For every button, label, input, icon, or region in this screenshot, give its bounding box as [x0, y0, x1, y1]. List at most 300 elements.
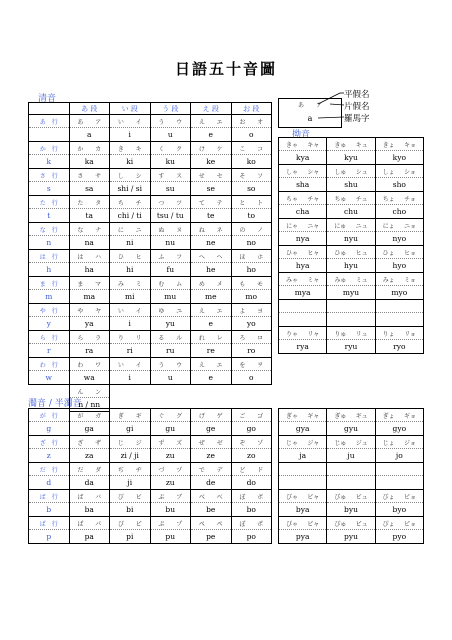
romaji-row — [29, 263, 272, 277]
kana-cell — [69, 196, 110, 209]
yoon-romaji-row — [279, 530, 424, 544]
yoon-romaji-cell: mya — [279, 286, 327, 300]
yoon-kana-cell — [375, 192, 423, 205]
kana-cell — [69, 490, 110, 503]
yoon-kana-cell — [279, 327, 327, 340]
kana-cell — [231, 331, 272, 344]
yoon-romaji-row — [279, 286, 424, 300]
kana-cell-katakana: エ — [216, 307, 223, 315]
romaji-cell: bo — [231, 503, 272, 517]
yoon-kana-cell-hiragana: みゅ — [334, 276, 347, 284]
kana-cell-hiragana: け — [198, 145, 205, 153]
kana-cell — [110, 436, 151, 449]
romaji-cell: gu — [150, 422, 191, 436]
yoon-kana-cell-hiragana: きゃ — [286, 141, 299, 149]
yoon-kana-cell — [279, 246, 327, 259]
kana-cell — [150, 169, 191, 182]
romaji-cell: tsu / tu — [150, 209, 191, 223]
kana-cell — [69, 436, 110, 449]
yoon-kana-cell — [375, 327, 423, 340]
romaji-cell: ga — [69, 422, 110, 436]
romaji-row — [29, 422, 272, 436]
yoon-kana-cell-hiragana: びゃ — [286, 493, 299, 501]
row-head-romaji: s — [29, 182, 70, 196]
romaji-cell: e — [191, 317, 232, 331]
kana-cell-katakana: ヌ — [176, 226, 183, 234]
empty-cell — [279, 300, 327, 313]
yoon-kana-cell-katakana: ヒョ — [403, 249, 416, 257]
yoon-kana-cell — [327, 273, 375, 286]
kana-cell-hiragana: あ — [77, 118, 84, 126]
column-header: い 段 — [110, 103, 151, 115]
kana-cell — [110, 223, 151, 236]
kana-cell — [231, 142, 272, 155]
yoon-romaji-cell: pya — [279, 530, 327, 544]
kana-cell — [191, 223, 232, 236]
kana-cell-hiragana: だ — [77, 466, 84, 474]
kana-cell-katakana: プ — [176, 520, 183, 528]
romaji-cell: ko — [231, 155, 272, 169]
kana-cell — [231, 169, 272, 182]
kana-cell-katakana: タ — [95, 199, 102, 207]
romaji-cell: zo — [231, 449, 272, 463]
kana-cell-katakana: ダ — [95, 466, 102, 474]
kana-cell — [69, 517, 110, 530]
kana-cell-katakana: ウ — [176, 361, 183, 369]
romaji-cell: mi — [110, 290, 151, 304]
kana-cell-katakana: ゴ — [257, 412, 264, 420]
yoon-kana-cell-hiragana: ぴゅ — [334, 520, 347, 528]
kana-cell-katakana: ド — [257, 466, 264, 474]
romaji-cell: mo — [231, 290, 272, 304]
kana-row — [29, 358, 272, 371]
yoon-kana-cell-katakana: キョ — [403, 141, 416, 149]
yoon-kana-cell — [375, 246, 423, 259]
kana-cell-katakana: エ — [216, 361, 223, 369]
yoon-kana-cell-katakana: ヒュ — [355, 249, 368, 257]
yoon-romaji-row — [279, 313, 424, 327]
yoon-romaji-cell: nyo — [375, 232, 423, 246]
kana-row — [29, 304, 272, 317]
kana-row — [29, 436, 272, 449]
row-head-kana: わ 行 — [29, 358, 70, 371]
kana-cell-hiragana: に — [117, 226, 124, 234]
yoon-kana-cell — [375, 409, 423, 422]
kana-cell-hiragana: ば — [77, 493, 84, 501]
romaji-cell: do — [231, 476, 272, 490]
yoon-kana-cell-katakana: リョ — [404, 330, 416, 338]
kana-cell-katakana: ロ — [257, 334, 264, 342]
romaji-cell: be — [191, 503, 232, 517]
yoon-kana-cell — [327, 138, 375, 151]
kana-cell-hiragana: ぐ — [158, 412, 165, 420]
kana-cell — [191, 115, 232, 128]
romaji-cell: re — [191, 344, 232, 358]
kana-cell — [191, 331, 232, 344]
romaji-cell: ro — [231, 344, 272, 358]
kana-cell-hiragana: せ — [198, 172, 205, 180]
yoon-kana-cell-katakana: ビョ — [403, 493, 416, 501]
kana-cell-katakana: モ — [257, 280, 264, 288]
kana-cell-hiragana: ぷ — [158, 520, 165, 528]
yoon-kana-row — [279, 327, 424, 340]
kana-cell — [69, 115, 110, 128]
yoon-kana-cell-hiragana: しゅ — [334, 168, 347, 176]
kana-cell — [191, 358, 232, 371]
kana-cell-katakana: レ — [216, 334, 223, 342]
yoon-kana-cell-hiragana: にゅ — [334, 222, 347, 230]
yoon-romaji-cell: gyu — [327, 422, 375, 436]
romaji-cell: pi — [110, 530, 151, 544]
kana-cell — [150, 463, 191, 476]
kana-cell-hiragana: れ — [198, 334, 205, 342]
kana-cell-katakana: ブ — [176, 493, 183, 501]
yoon-kana-cell-katakana: リュ — [355, 330, 368, 338]
kana-cell-katakana: キ — [135, 145, 142, 153]
yoon-kana-cell-hiragana: びゅ — [334, 493, 347, 501]
kana-cell-hiragana: べ — [198, 493, 205, 501]
yoon-kana-cell-hiragana: しょ — [382, 168, 395, 176]
romaji-cell: pa — [69, 530, 110, 544]
yoon-kana-cell-hiragana: ぴょ — [382, 520, 395, 528]
row-head-kana: た 行 — [29, 196, 70, 209]
empty-cell — [279, 463, 327, 476]
kana-cell — [231, 490, 272, 503]
kana-cell-hiragana: ろ — [239, 334, 246, 342]
yoon-romaji-cell: byu — [327, 503, 375, 517]
yoon-kana-cell-katakana: ニュ — [355, 222, 368, 230]
romaji-cell: fu — [150, 263, 191, 277]
kana-cell — [150, 358, 191, 371]
romaji-row — [29, 155, 272, 169]
legend-label-hiragana: 平假名 — [344, 90, 370, 100]
kana-cell-hiragana: つ — [158, 199, 165, 207]
romaji-cell: de — [191, 476, 232, 490]
kana-cell-hiragana: ぜ — [198, 439, 205, 447]
kana-cell — [150, 142, 191, 155]
romaji-cell: sa — [69, 182, 110, 196]
row-head-kana: か 行 — [29, 142, 70, 155]
romaji-cell: a — [69, 128, 110, 142]
column-header — [29, 103, 70, 115]
kana-cell-hiragana: で — [198, 466, 205, 474]
kana-cell-hiragana: て — [198, 199, 205, 207]
yoon-kana-row — [279, 165, 424, 178]
yoon-romaji-cell: nya — [279, 232, 327, 246]
kana-cell-katakana: ト — [257, 199, 264, 207]
legend-label-katakana: 片假名 — [344, 102, 370, 112]
kana-cell-hiragana: ぴ — [117, 520, 124, 528]
kana-cell-katakana: ハ — [95, 253, 102, 261]
yoon-kana-row — [279, 192, 424, 205]
kana-cell-katakana: メ — [216, 280, 223, 288]
kana-cell-hiragana: ぞ — [239, 439, 246, 447]
romaji-cell: mu — [150, 290, 191, 304]
kana-cell — [231, 436, 272, 449]
kana-cell-katakana: ワ — [95, 361, 102, 369]
kana-cell-katakana: ヂ — [135, 466, 142, 474]
yoon-kana-row — [279, 463, 424, 476]
legend-romaji: a — [307, 114, 313, 123]
romaji-row — [29, 371, 272, 385]
kana-row — [29, 517, 272, 530]
yoon-romaji-row — [279, 449, 424, 463]
yoon-romaji-row — [279, 205, 424, 219]
empty-cell — [327, 300, 375, 313]
romaji-cell: ku — [150, 155, 191, 169]
romaji-row — [29, 182, 272, 196]
kana-cell — [110, 463, 151, 476]
romaji-row — [29, 128, 272, 142]
kana-cell-katakana: カ — [95, 145, 102, 153]
yoon-romaji-row — [279, 503, 424, 517]
romaji-cell: u — [150, 128, 191, 142]
kana-cell — [231, 223, 272, 236]
kana-cell — [191, 169, 232, 182]
yoon-kana-cell-katakana: ビャ — [307, 493, 320, 501]
kana-row — [29, 490, 272, 503]
yoon-kana-row — [279, 490, 424, 503]
kana-cell-katakana: ヅ — [176, 466, 183, 474]
row-head-kana: が 行 — [29, 409, 70, 422]
yoon-kana-cell-katakana: シュ — [355, 168, 368, 176]
romaji-cell: u — [150, 371, 191, 385]
yoon-kana-cell-katakana: シャ — [307, 168, 320, 176]
row-head-romaji: r — [29, 344, 70, 358]
yoon-romaji-cell: chu — [327, 205, 375, 219]
romaji-cell: pe — [191, 530, 232, 544]
yoon-kana-cell — [375, 490, 423, 503]
kana-cell-hiragana: や — [77, 307, 84, 315]
kana-cell — [150, 250, 191, 263]
row-head-romaji — [29, 128, 70, 142]
romaji-cell: ni — [110, 236, 151, 250]
kana-cell-hiragana: と — [239, 199, 246, 207]
kana-cell-hiragana: ず — [158, 439, 165, 447]
kana-row — [29, 223, 272, 236]
kana-cell-katakana: ビ — [135, 493, 142, 501]
yoon-kana-cell-hiragana: じょ — [382, 439, 395, 447]
yoon-romaji-cell: gya — [279, 422, 327, 436]
kana-cell-hiragana: な — [77, 226, 84, 234]
yoon-kana-cell-katakana: リャ — [307, 330, 320, 338]
yoon-kana-cell-hiragana: にゃ — [286, 222, 298, 230]
row-head-romaji: t — [29, 209, 70, 223]
kana-row — [29, 115, 272, 128]
dakuon-yoon-table — [278, 408, 424, 544]
legend-label-romaji: 羅馬字 — [344, 114, 370, 124]
kana-cell-hiragana: ち — [117, 199, 124, 207]
row-head-romaji: h — [29, 263, 70, 277]
yoon-kana-cell-katakana: ヒャ — [307, 249, 320, 257]
row-head-romaji: z — [29, 449, 70, 463]
kana-cell-katakana: ゲ — [216, 412, 223, 420]
kana-cell — [191, 196, 232, 209]
yoon-kana-cell — [375, 273, 423, 286]
kana-cell-katakana: ズ — [176, 439, 183, 447]
kana-cell-katakana: ガ — [95, 412, 102, 420]
legend-hira: あ — [297, 102, 304, 109]
kana-row — [29, 142, 272, 155]
kana-cell-katakana: ユ — [176, 307, 183, 315]
yoon-kana-cell — [327, 165, 375, 178]
empty-cell — [110, 385, 151, 398]
kana-cell — [110, 409, 151, 422]
kana-cell — [110, 196, 151, 209]
yoon-romaji-row — [279, 259, 424, 273]
kana-cell-katakana: イ — [135, 118, 142, 126]
yoon-kana-cell — [279, 219, 327, 232]
yoon-romaji-cell: kyu — [327, 151, 375, 165]
romaji-cell: pu — [150, 530, 191, 544]
romaji-cell: wa — [69, 371, 110, 385]
kana-cell — [231, 277, 272, 290]
kana-cell-katakana: ボ — [257, 493, 264, 501]
yoon-romaji-cell: ryu — [327, 340, 375, 354]
kana-cell-hiragana: た — [77, 199, 84, 207]
yoon-romaji-cell: jo — [375, 449, 423, 463]
romaji-cell: zi / ji — [110, 449, 151, 463]
kana-cell — [150, 436, 191, 449]
yoon-romaji-cell: sha — [279, 178, 327, 192]
kana-cell-katakana: ノ — [257, 226, 264, 234]
kana-cell-hiragana: づ — [158, 466, 165, 474]
yoon-kana-cell-hiragana: じゅ — [334, 439, 347, 447]
legend-sample-cell — [278, 98, 342, 128]
romaji-cell: me — [191, 290, 232, 304]
kana-cell — [150, 304, 191, 317]
yoon-kana-cell — [279, 490, 327, 503]
kana-cell-hiragana: も — [239, 280, 246, 288]
kana-cell-katakana: パ — [95, 520, 102, 528]
yoon-kana-row — [279, 138, 424, 151]
row-head-kana: さ 行 — [29, 169, 70, 182]
yoon-romaji-cell: cho — [375, 205, 423, 219]
kana-cell-hiragana: ま — [77, 280, 84, 288]
kana-cell-hiragana: わ — [77, 361, 84, 369]
kana-cell — [231, 463, 272, 476]
yoon-kana-cell — [375, 517, 423, 530]
yoon-kana-cell-hiragana: ぎゃ — [286, 412, 299, 420]
yoon-kana-cell — [279, 409, 327, 422]
romaji-cell: o — [231, 128, 272, 142]
kana-row — [29, 463, 272, 476]
kana-cell — [110, 169, 151, 182]
kana-cell-hiragana: よ — [239, 307, 246, 315]
legend — [278, 88, 448, 130]
kana-cell-katakana: オ — [257, 118, 264, 126]
kana-cell-hiragana: は — [77, 253, 84, 261]
kana-cell — [110, 250, 151, 263]
kana-cell-katakana: テ — [216, 199, 223, 207]
kana-cell — [150, 517, 191, 530]
kana-cell-katakana: グ — [176, 412, 183, 420]
seion-table — [28, 102, 272, 412]
kana-cell-hiragana: う — [158, 118, 165, 126]
kana-cell — [191, 277, 232, 290]
yoon-kana-cell-katakana: ギュ — [355, 412, 368, 420]
yoon-romaji-cell: hyu — [327, 259, 375, 273]
yoon-romaji-cell: ryo — [375, 340, 423, 354]
kana-cell-hiragana: ぢ — [117, 466, 124, 474]
row-head-romaji: p — [29, 530, 70, 544]
yoon-romaji-cell: hya — [279, 259, 327, 273]
empty-cell — [279, 313, 327, 327]
kana-cell-hiragana: ん — [77, 388, 84, 396]
column-header: え 段 — [191, 103, 232, 115]
romaji-cell: na — [69, 236, 110, 250]
kana-cell-hiragana: ふ — [158, 253, 165, 261]
romaji-cell: te — [191, 209, 232, 223]
romaji-row — [29, 209, 272, 223]
kana-cell-hiragana: こ — [239, 145, 246, 153]
yoon-kana-cell — [327, 436, 375, 449]
empty-cell — [327, 476, 375, 490]
yoon-romaji-cell: bya — [279, 503, 327, 517]
romaji-cell: ne — [191, 236, 232, 250]
yoon-kana-row — [279, 409, 424, 422]
kana-cell-katakana: ホ — [257, 253, 264, 261]
kana-cell — [150, 196, 191, 209]
romaji-cell: ha — [69, 263, 110, 277]
kana-cell-hiragana: う — [158, 361, 165, 369]
romaji-cell: to — [231, 209, 272, 223]
kana-cell — [110, 142, 151, 155]
kana-cell-katakana: ピ — [135, 520, 142, 528]
yoon-kana-cell-katakana: ミャ — [307, 276, 320, 284]
yoon-kana-cell-hiragana: ぎゅ — [334, 412, 347, 420]
yoon-kana-cell-katakana: ギョ — [403, 412, 416, 420]
kana-cell-katakana: ミ — [135, 280, 142, 288]
romaji-cell: ke — [191, 155, 232, 169]
kana-cell-hiragana: し — [117, 172, 124, 180]
kana-cell-hiragana: え — [198, 361, 205, 369]
yoon-kana-row — [279, 246, 424, 259]
yoon-kana-row — [279, 517, 424, 530]
kana-cell-katakana: ヨ — [257, 307, 264, 315]
kana-cell-katakana: バ — [95, 493, 102, 501]
kana-cell — [150, 277, 191, 290]
kana-cell-hiragana: い — [117, 118, 124, 126]
yoon-romaji-cell: myu — [327, 286, 375, 300]
romaji-cell: po — [231, 530, 272, 544]
empty-cell — [231, 385, 272, 398]
yoon-kana-cell-hiragana: きょ — [382, 141, 395, 149]
kana-cell-hiragana: ひ — [117, 253, 124, 261]
kana-cell-hiragana: え — [198, 118, 205, 126]
kana-cell-hiragana: ぬ — [158, 226, 165, 234]
yoon-kana-row — [279, 436, 424, 449]
romaji-cell: yu — [150, 317, 191, 331]
kana-cell-hiragana: げ — [198, 412, 205, 420]
kana-cell-hiragana: そ — [239, 172, 246, 180]
yoon-romaji-row — [279, 232, 424, 246]
romaji-cell: chi / ti — [110, 209, 151, 223]
yoon-kana-cell-katakana: ジュ — [355, 439, 368, 447]
yoon-table — [278, 137, 424, 354]
kana-cell-hiragana: び — [117, 493, 124, 501]
romaji-cell: he — [191, 263, 232, 277]
kana-cell-katakana: ヲ — [257, 361, 264, 369]
romaji-cell: ya — [69, 317, 110, 331]
kana-cell-hiragana: ご — [239, 412, 246, 420]
kana-cell — [231, 115, 272, 128]
kana-cell-hiragana: い — [117, 361, 124, 369]
kana-cell-hiragana: ら — [77, 334, 84, 342]
yoon-kana-cell-hiragana: ひょ — [382, 249, 395, 257]
empty-cell — [279, 476, 327, 490]
romaji-row — [29, 344, 272, 358]
